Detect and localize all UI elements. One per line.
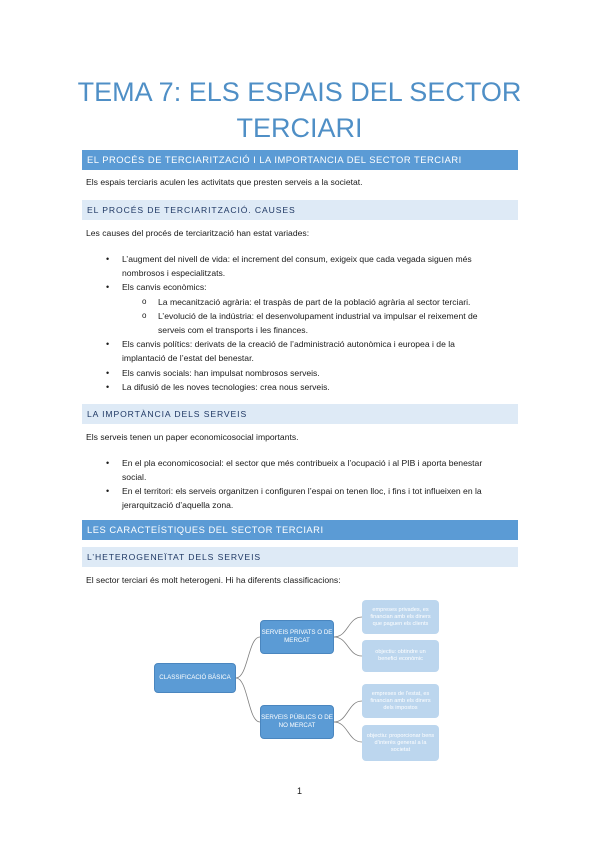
bullet-icon: • (106, 458, 110, 468)
page-number: 1 (296, 786, 302, 796)
cause-item-nivell-de-vida-line1: L’augment del nivell de vida: el increment del consum, exigeix que cada vegada siguen més (122, 254, 472, 264)
connector-root-branch1 (236, 637, 260, 678)
document-title-line-2: TERCIARI (236, 113, 363, 143)
connector-root-branch2 (236, 678, 260, 722)
connector-branch1-leaf1 (334, 617, 362, 637)
causes-intro-paragraph: Les causes del procés de terciarització han estat variades: (86, 228, 310, 238)
cause-item-canvis-politics-line1: Els canvis polítics: derivats de la creació de l’administració autonòmica i europea i de la (122, 339, 455, 349)
bullet-icon: • (106, 339, 110, 349)
subcause-item-mecanitzacio: La mecanització agrària: el traspàs de part de la població agrària al sector terciari. (158, 297, 471, 307)
connector-branch2-leaf3 (334, 701, 362, 722)
subsection-heading-heterogeneitat: L’HETEROGENEÏTAT DELS SERVEIS (82, 547, 518, 567)
cause-item-canvis-economics: Els canvis econòmics: (122, 282, 207, 292)
section-heading-terciaritzacio: EL PROCÉS DE TERCIARITZACIÓ I LA IMPORTANCIA DEL SECTOR TERCIARI (82, 150, 518, 170)
cause-item-nivell-de-vida-line2: nombrosos i especialitzats. (122, 268, 226, 278)
subsection-heading-causes: EL PROCÉS DE TERCIARITZACIÓ. CAUSES (82, 200, 518, 220)
heterogeneitat-intro-paragraph: El sector terciari és molt heterogeni. Hi ha diferents classificacions: (86, 575, 341, 585)
cause-item-canvis-socials: Els canvis socials: han impulsat nombrosos serveis. (122, 368, 320, 378)
classification-diagram (150, 590, 450, 770)
diagram-node-serveis-publics: SERVEIS PÚBLICS O DE NO MERCAT (260, 705, 334, 739)
bullet-icon: • (106, 486, 110, 496)
bullet-icon: • (106, 368, 110, 378)
diagram-leaf-objectiu-benefici: objectiu: obtindre un benefici econòmic (362, 640, 439, 672)
subcause-item-industria-line2: serveis com el transports i les finances. (158, 325, 308, 335)
cause-item-noves-tecnologies: La difusió de les noves tecnologies: crea nous serveis. (122, 382, 330, 392)
importancia-intro-paragraph: Els serveis tenen un paper economicosocial importants. (86, 432, 299, 442)
connector-branch1-leaf2 (334, 637, 362, 656)
diagram-leaf-objectiu-bens: objectiu: proporcionar bens d’interès general a la societat (362, 725, 439, 761)
diagram-node-serveis-privats: SERVEIS PRIVATS O DE MERCAT (260, 620, 334, 654)
section-intro-paragraph: Els espais terciaris aculen les activitats que presten serveis a la societat. (86, 177, 363, 187)
bullet-icon: • (106, 282, 110, 292)
importancia-item-economicosocial-line1: En el pla economicosocial: el sector que més contribueix a l’ocupació i al PIB i aporta benestar (122, 458, 483, 468)
cause-item-canvis-politics-line2: implantació de l’estat del benestar. (122, 353, 254, 363)
bullet-icon: • (106, 382, 110, 392)
diagram-leaf-empreses-estat: empreses de l’estat, es financian amb els diners dels impostos (362, 684, 439, 718)
importancia-item-territori-line1: En el territori: els serveis organitzen i configuren l’espai on tenen lloc, i fins i tot influeixen en la (122, 486, 482, 496)
subsection-heading-importancia: LA IMPORTÀNCIA DELS SERVEIS (82, 404, 518, 424)
circle-bullet-icon: o (142, 297, 147, 306)
circle-bullet-icon: o (142, 311, 147, 320)
section-heading-caracteristiques: LES CARACTEÍSTIQUES DEL SECTOR TERCIARI (82, 520, 518, 540)
subcause-item-industria-line1: L’evolució de la indústria: el desenvolupament industrial va impulsar el reixement de (158, 311, 478, 321)
connector-branch2-leaf4 (334, 722, 362, 742)
document-title-line-1: TEMA 7: ELS ESPAIS DEL SECTOR (77, 77, 522, 107)
importancia-item-economicosocial-line2: social. (122, 472, 147, 482)
diagram-root-node: CLASSIFICACIÓ BÀSICA (154, 663, 236, 693)
bullet-icon: • (106, 254, 110, 264)
diagram-leaf-empreses-privades: empreses privades, es financian amb els diners que paguen els clients (362, 600, 439, 634)
importancia-item-territori-line2: jerarquització d’aquella zona. (122, 500, 234, 510)
